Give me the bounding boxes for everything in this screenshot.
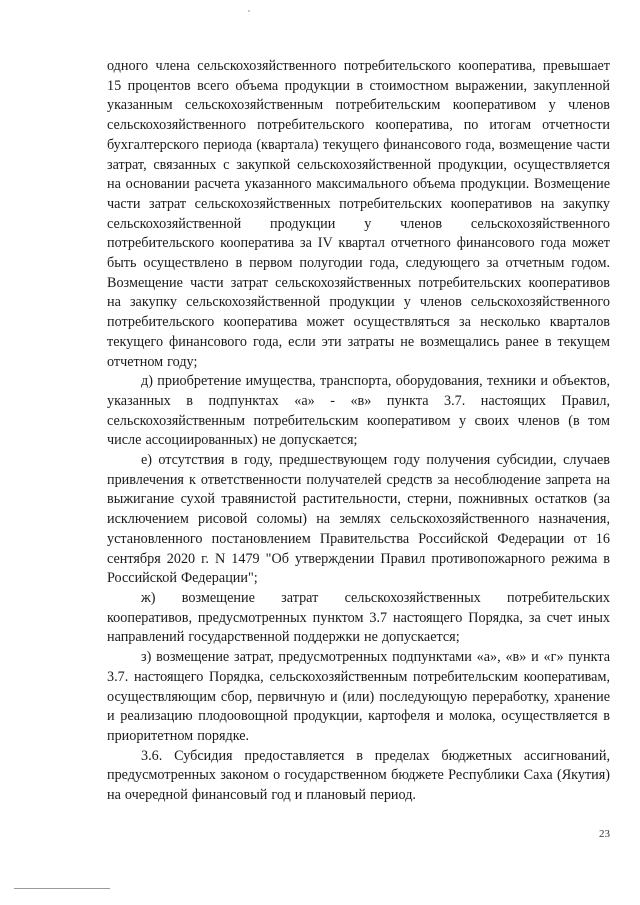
footer-rule <box>14 888 110 889</box>
paragraph-item-zh: ж) возмещение затрат сельскохозяйственных потребительских кооперативов, предусмотренных пунктом 3.7 настоящего Порядка, за счет иных направлений государственной поддержки не допускается; <box>107 589 610 646</box>
page-number: 23 <box>599 828 610 840</box>
scan-mark <box>248 10 250 12</box>
paragraph-clause-3-6: 3.6. Субсидия предоставляется в пределах бюджетных ассигнований, предусмотренных законом о государственном бюджете Республики Саха (Якутия) на очередной финансовый год и плановый период. <box>107 747 610 804</box>
paragraph-continuation: одного члена сельскохозяйственного потребительского кооператива, превышает 15 процентов всего объема продукции в стоимостном выражении, закупленной указанным сельскохозяйственным потребительским кооперативом у членов сельскохозяйственного потребительского кооператива, по итогам отчетности бухгалтерского периода (квартала) текущего финансового года, возмещение части затрат, связанных с закупкой сельскохозяйственной продукции, осуществляется на основании расчета указанного максимального объема продукции. Возмещение части затрат сельскохозяйственных потребительских кооперативов на закупку сельскохозяйственной продукции у членов сельскохозяйственного потребительского кооператива за IV квартал отчетного финансового года может быть осуществлено в первом полугодии года, следующего за отчетным годом. Возмещение части затрат сельскохозяйственных потребительских кооперативов на закупку сельскохозяйственной продукции у членов сельскохозяйственного потребительского кооператива может осуществляться за несколько кварталов текущего финансового года, если эти затраты не возмещались ранее в текущем отчетном году; <box>107 58 610 370</box>
paragraph-item-d: д) приобретение имущества, транспорта, оборудования, техники и объектов, указанных в подпунктах «а» - «в» пункта 3.7. настоящих Правил, сельскохозяйственным потребительским кооперативом у своих членов (в том числе ассоциированных) не допускается; <box>107 373 610 449</box>
body-text <box>107 57 610 806</box>
paragraph-item-e: е) отсутствия в году, предшествующем году получения субсидии, случаев привлечения к ответственности получателей средств за несоблюдение запрета на выжигание сухой травянистой растительности, стерни, пожнивных остатков (за исключением рисовой соломы) на землях сельскохозяйственного назначения, установленного постановлением Правительства Российской Федерации от 16 сентября 2020 г. N 1479 "Об утверждении Правил противопожарного режима в Российской Федерации"; <box>107 452 610 587</box>
paragraph-item-z: з) возмещение затрат, предусмотренных подпунктами «а», «в» и «г» пункта 3.7. настоящего Порядка, сельскохозяйственным потребительским кооперативам, осуществляющим сбор, первичную и (или) последующую переработку, хранение и реализацию плодоовощной продукции, картофеля и молока, осуществляется в приоритетном порядке. <box>107 649 610 744</box>
